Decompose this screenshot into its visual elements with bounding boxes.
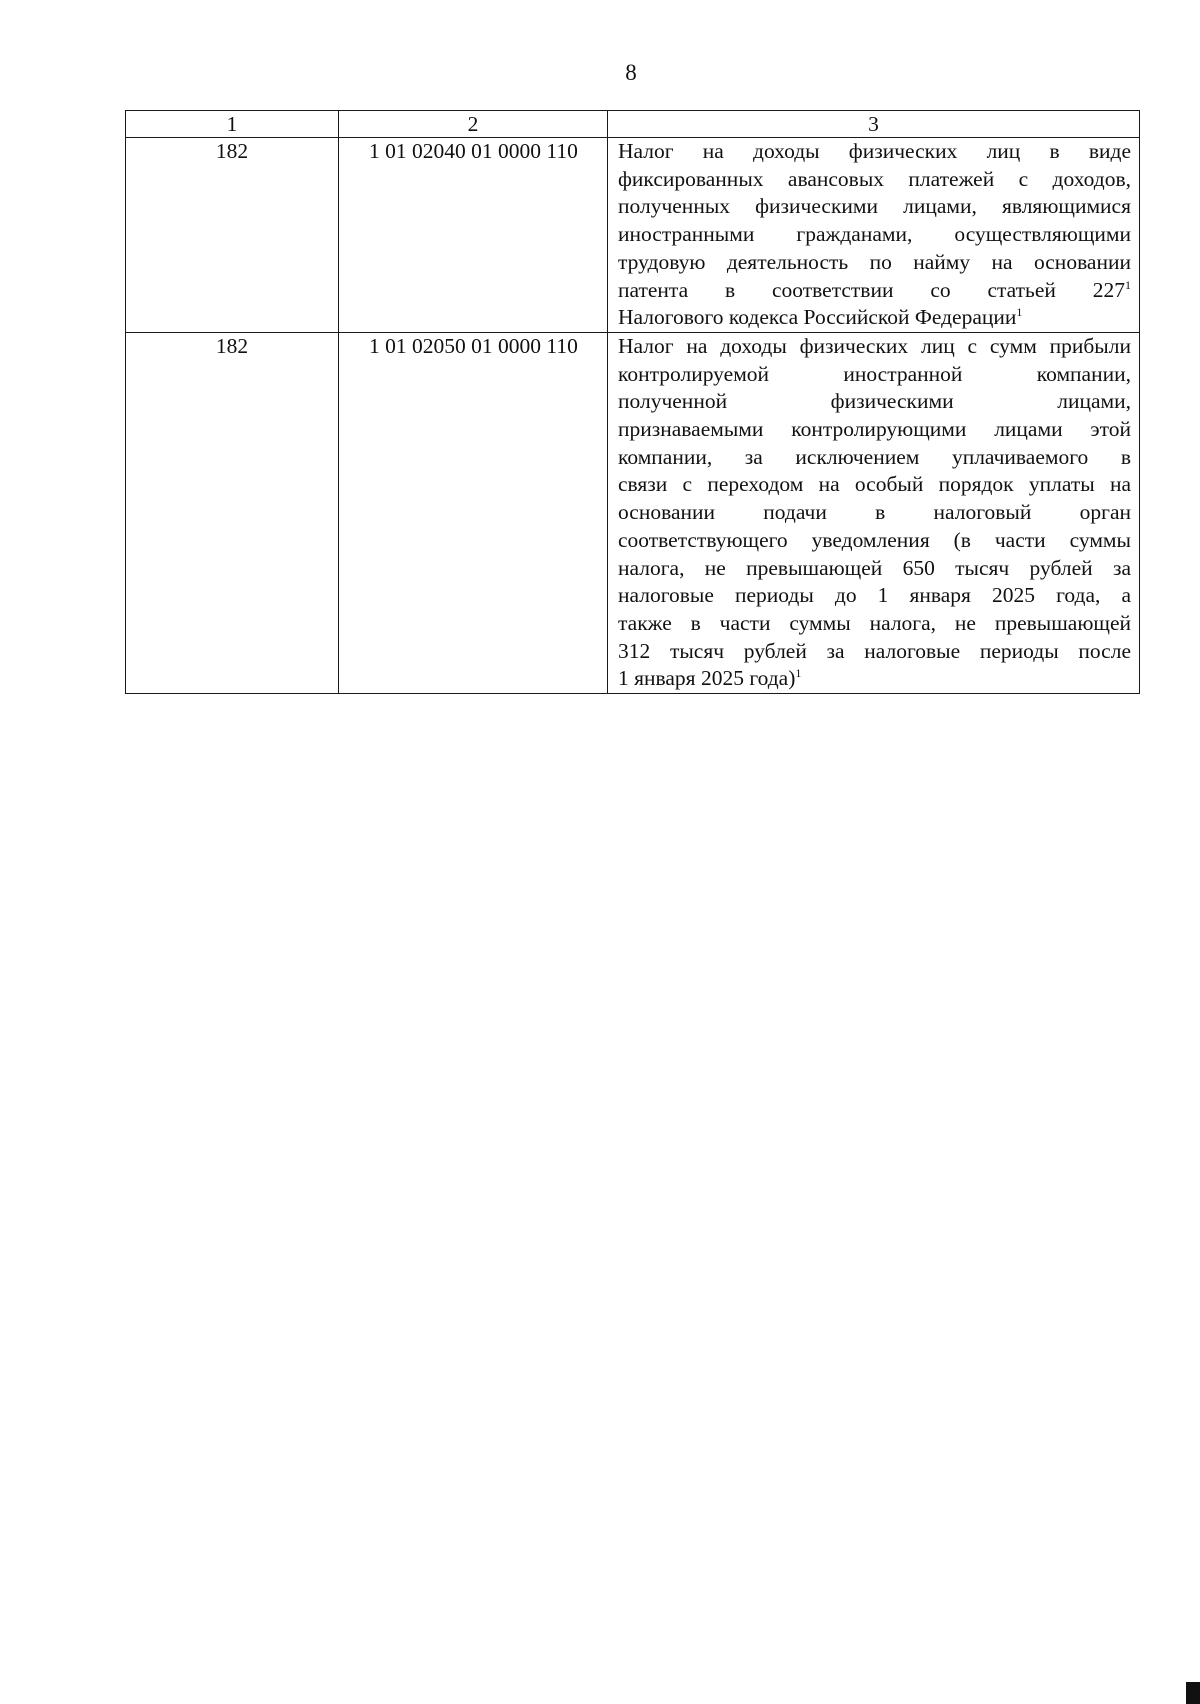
budget-code-cell: 1 01 02040 01 0000 110 (339, 138, 608, 333)
description-line-text: Налогового кодекса Российской Федерации (618, 305, 1017, 330)
description-line: связи с переходом на особый порядок уплаты на (618, 472, 1131, 497)
admin-code-cell: 182 (126, 138, 339, 333)
description-line-text: патента в соответствии со статьей 227 (618, 277, 1125, 302)
description-line: иностранными гражданами, осуществляющими (618, 222, 1131, 247)
header-col-2: 2 (339, 111, 608, 138)
classification-table (125, 110, 1140, 694)
description-line (618, 665, 1131, 693)
description-line: налога, не превышающей 650 тысяч рублей за (618, 555, 1131, 580)
header-col-3: 3 (608, 111, 1140, 138)
table-row (126, 138, 1140, 333)
description-line: полученных физическими лицами, являющимися (618, 194, 1131, 219)
description-line-text: 1 января 2025 года) (618, 666, 796, 691)
description-line: также в части суммы налога, не превышающей (618, 610, 1131, 635)
description-line: компании, за исключением уплачиваемого в (618, 444, 1131, 469)
description-line: контролируемой иностранной компании, (618, 361, 1131, 386)
table-row (126, 332, 1140, 693)
description-line: признаваемыми контролирующими лицами этой (618, 417, 1131, 442)
article-superscript: 1 (1125, 277, 1131, 292)
description-line: налоговые периоды до 1 января 2025 года, а (618, 583, 1131, 608)
description-line: Налог на доходы физических лиц с сумм прибыли (618, 333, 1131, 358)
budget-code-cell: 1 01 02050 01 0000 110 (339, 332, 608, 693)
description-line: Налог на доходы физических лиц в виде (618, 139, 1131, 163)
footnote-marker: 1 (795, 666, 802, 681)
scan-edge-mark (1186, 1682, 1200, 1704)
description-cell (608, 332, 1140, 693)
header-col-1: 1 (126, 111, 339, 138)
description-cell (608, 138, 1140, 333)
description-line: трудовую деятельность по найму на основании (618, 249, 1131, 274)
description-line (618, 304, 1131, 332)
description-line: полученной физическими лицами, (618, 389, 1131, 414)
admin-code-cell: 182 (126, 332, 339, 693)
description-line: основании подачи в налоговый орган (618, 500, 1131, 525)
footnote-marker: 1 (1016, 305, 1023, 320)
description-line: соответствующего уведомления (в части суммы (618, 527, 1131, 552)
description-line (618, 277, 1131, 305)
table-header-row (126, 111, 1140, 138)
page-number: 8 (625, 60, 637, 85)
description-line: фиксированных авансовых платежей с доходов, (618, 166, 1131, 191)
description-line: 312 тысяч рублей за налоговые периоды после (618, 638, 1131, 663)
